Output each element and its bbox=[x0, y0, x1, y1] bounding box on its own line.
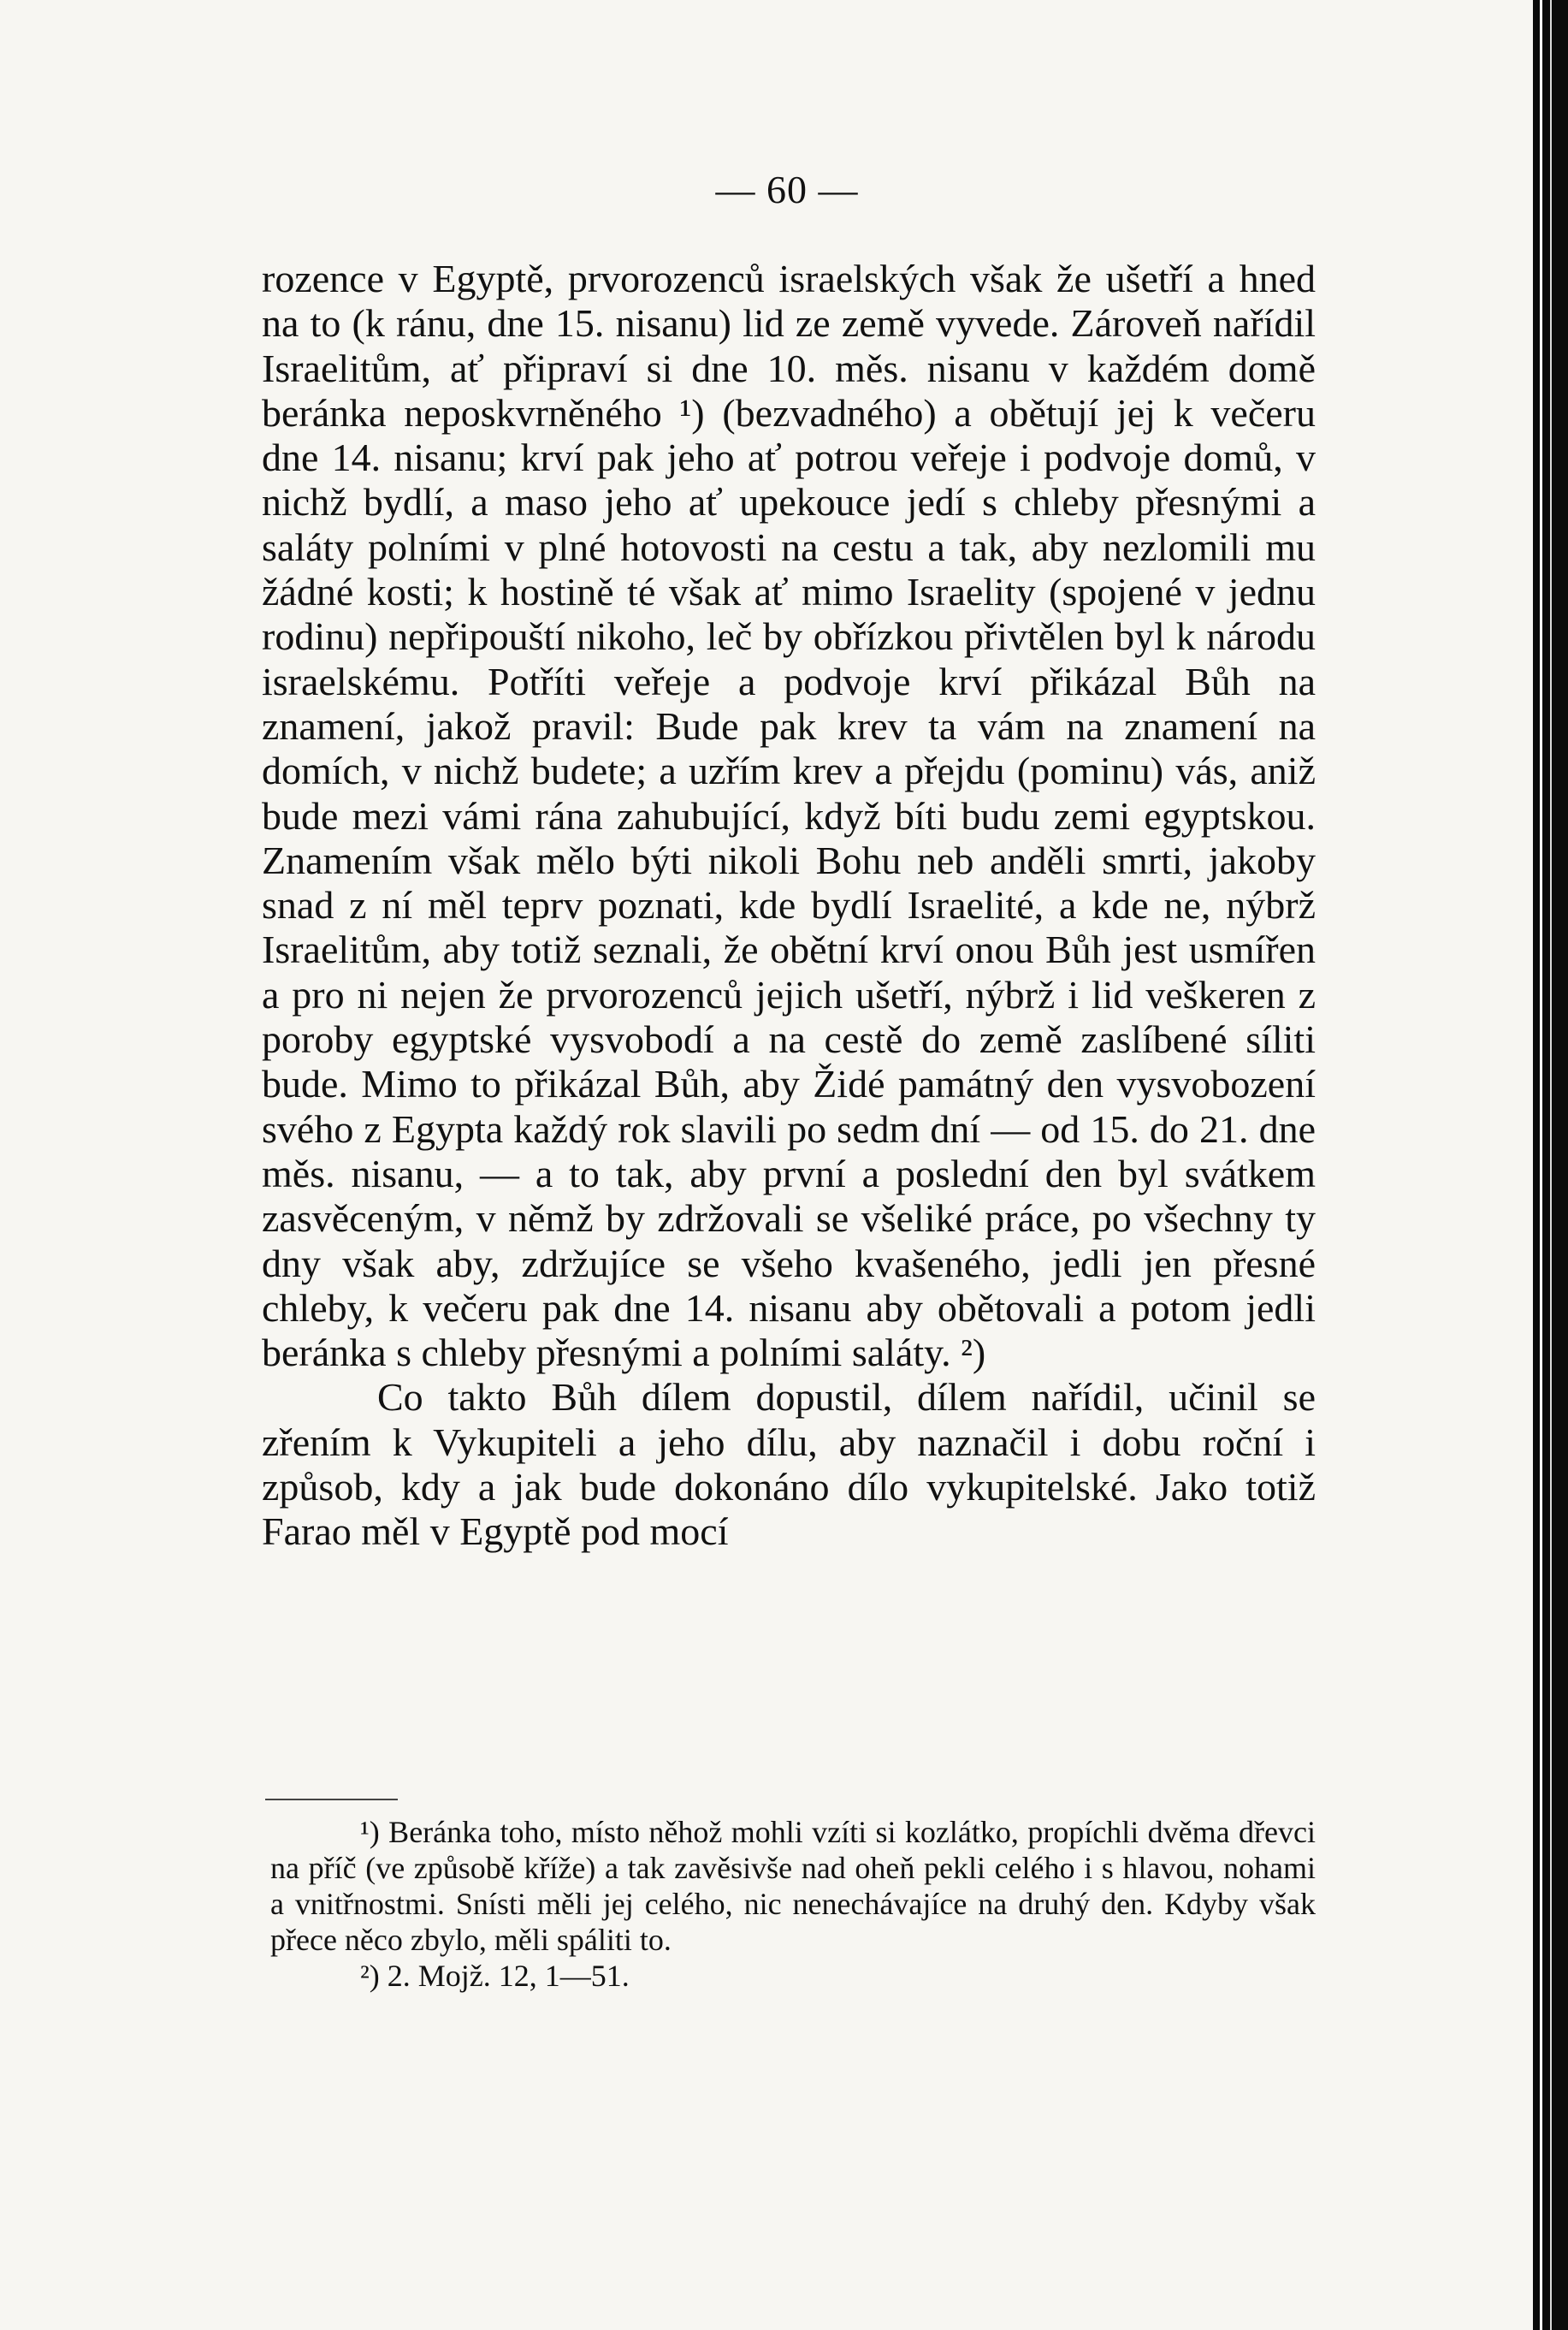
footnote-separator bbox=[265, 1799, 398, 1800]
footnote-2: ²) 2. Mojž. 12, 1—51. bbox=[360, 1959, 630, 1993]
binding-line-secondary bbox=[1550, 0, 1552, 2330]
footnotes bbox=[270, 1814, 1316, 1994]
page-number: — 60 — bbox=[715, 168, 859, 211]
paragraph-1: rozence v Egyptě, prvorozenců israelských však že ušetří a hned na to (k ránu, dne 15. nisanu) lid ze země vyvede. Zároveň nařídil Israelitům, ať připraví si dne 10. měs. nisanu v každém domě beránka neposkvrněného ¹) (bezvadného) a obětují jej k večeru dne 14. nisanu; krví pak jeho ať potrou veřeje i podvoje domů, v nichž bydlí, a maso jeho ať upekouce jedí s chleby přesnými a saláty polními v plné hotovosti na cestu a tak, aby nezlomili mu žádné kosti; k hostině té však ať mimo Israelity (spojené v jednu rodinu) nepřipouští nikoho, leč by obřízkou přivtělen byl k národu israelskému. Potříti veřeje a podvoje krví přikázal Bůh na znamení, jakož pravil: Bude pak krev ta vám na znamení na domích, v nichž budete; a uzřím krev a přejdu (pominu) vás, aniž bude mezi vámi rána zahubující, když bíti budu zemi egyptskou. Znamením však mělo býti nikoli Bohu neb anděli smrti, jakoby snad z ní měl teprv poznati, kde bydlí Israelité, a kde ne, nýbrž Israelitům, aby totiž seznali, že obětní krví onou Bůh jest usmířen a pro ni nejen že prvorozenců jejich ušetří, nýbrž i lid veškeren z poroby egyptské vysvobodí a na cestě do země zaslíbené síliti bude. Mimo to přikázal Bůh, aby Židé památný den vysvobození svého z Egypta každý rok slavili po sedm dní — od 15. do 21. dne měs. nisanu, — a to tak, aby první a poslední den byl svátkem zasvěceným, v němž by zdržovali se všeliké práce, po všechny ty dny však aby, zdržujíce se všeho kvašeného, jedli jen přesné chleby, k večeru pak dne 14. nisanu aby obětovali a potom jedli beránka s chleby přesnými a polními saláty. ²) bbox=[262, 257, 1316, 1375]
footnote-1: ¹) Beránka toho, místo něhož mohli vzíti si kozlátko, propíchli dvěma dřevci na příč (ve způsobě kříže) a tak zavěsivše nad oheň pekli celého i s hlavou, nohami a vnitřnostmi. Snísti měli jej celého, nic nenechávajíce na druhý den. Kdyby však přece něco zbylo, měli spáliti to. bbox=[270, 1815, 1316, 1957]
binding-line bbox=[1540, 0, 1542, 2330]
paragraph-2: Co takto Bůh dílem dopustil, dílem nařídil, učinil se zřením k Vykupiteli a jeho dílu, aby naznačil i dobu roční i způsob, kdy a jak bude dokonáno dílo vykupitelské. Jako totiž Farao měl v Egyptě pod mocí bbox=[262, 1375, 1316, 1554]
main-text bbox=[262, 257, 1316, 1555]
